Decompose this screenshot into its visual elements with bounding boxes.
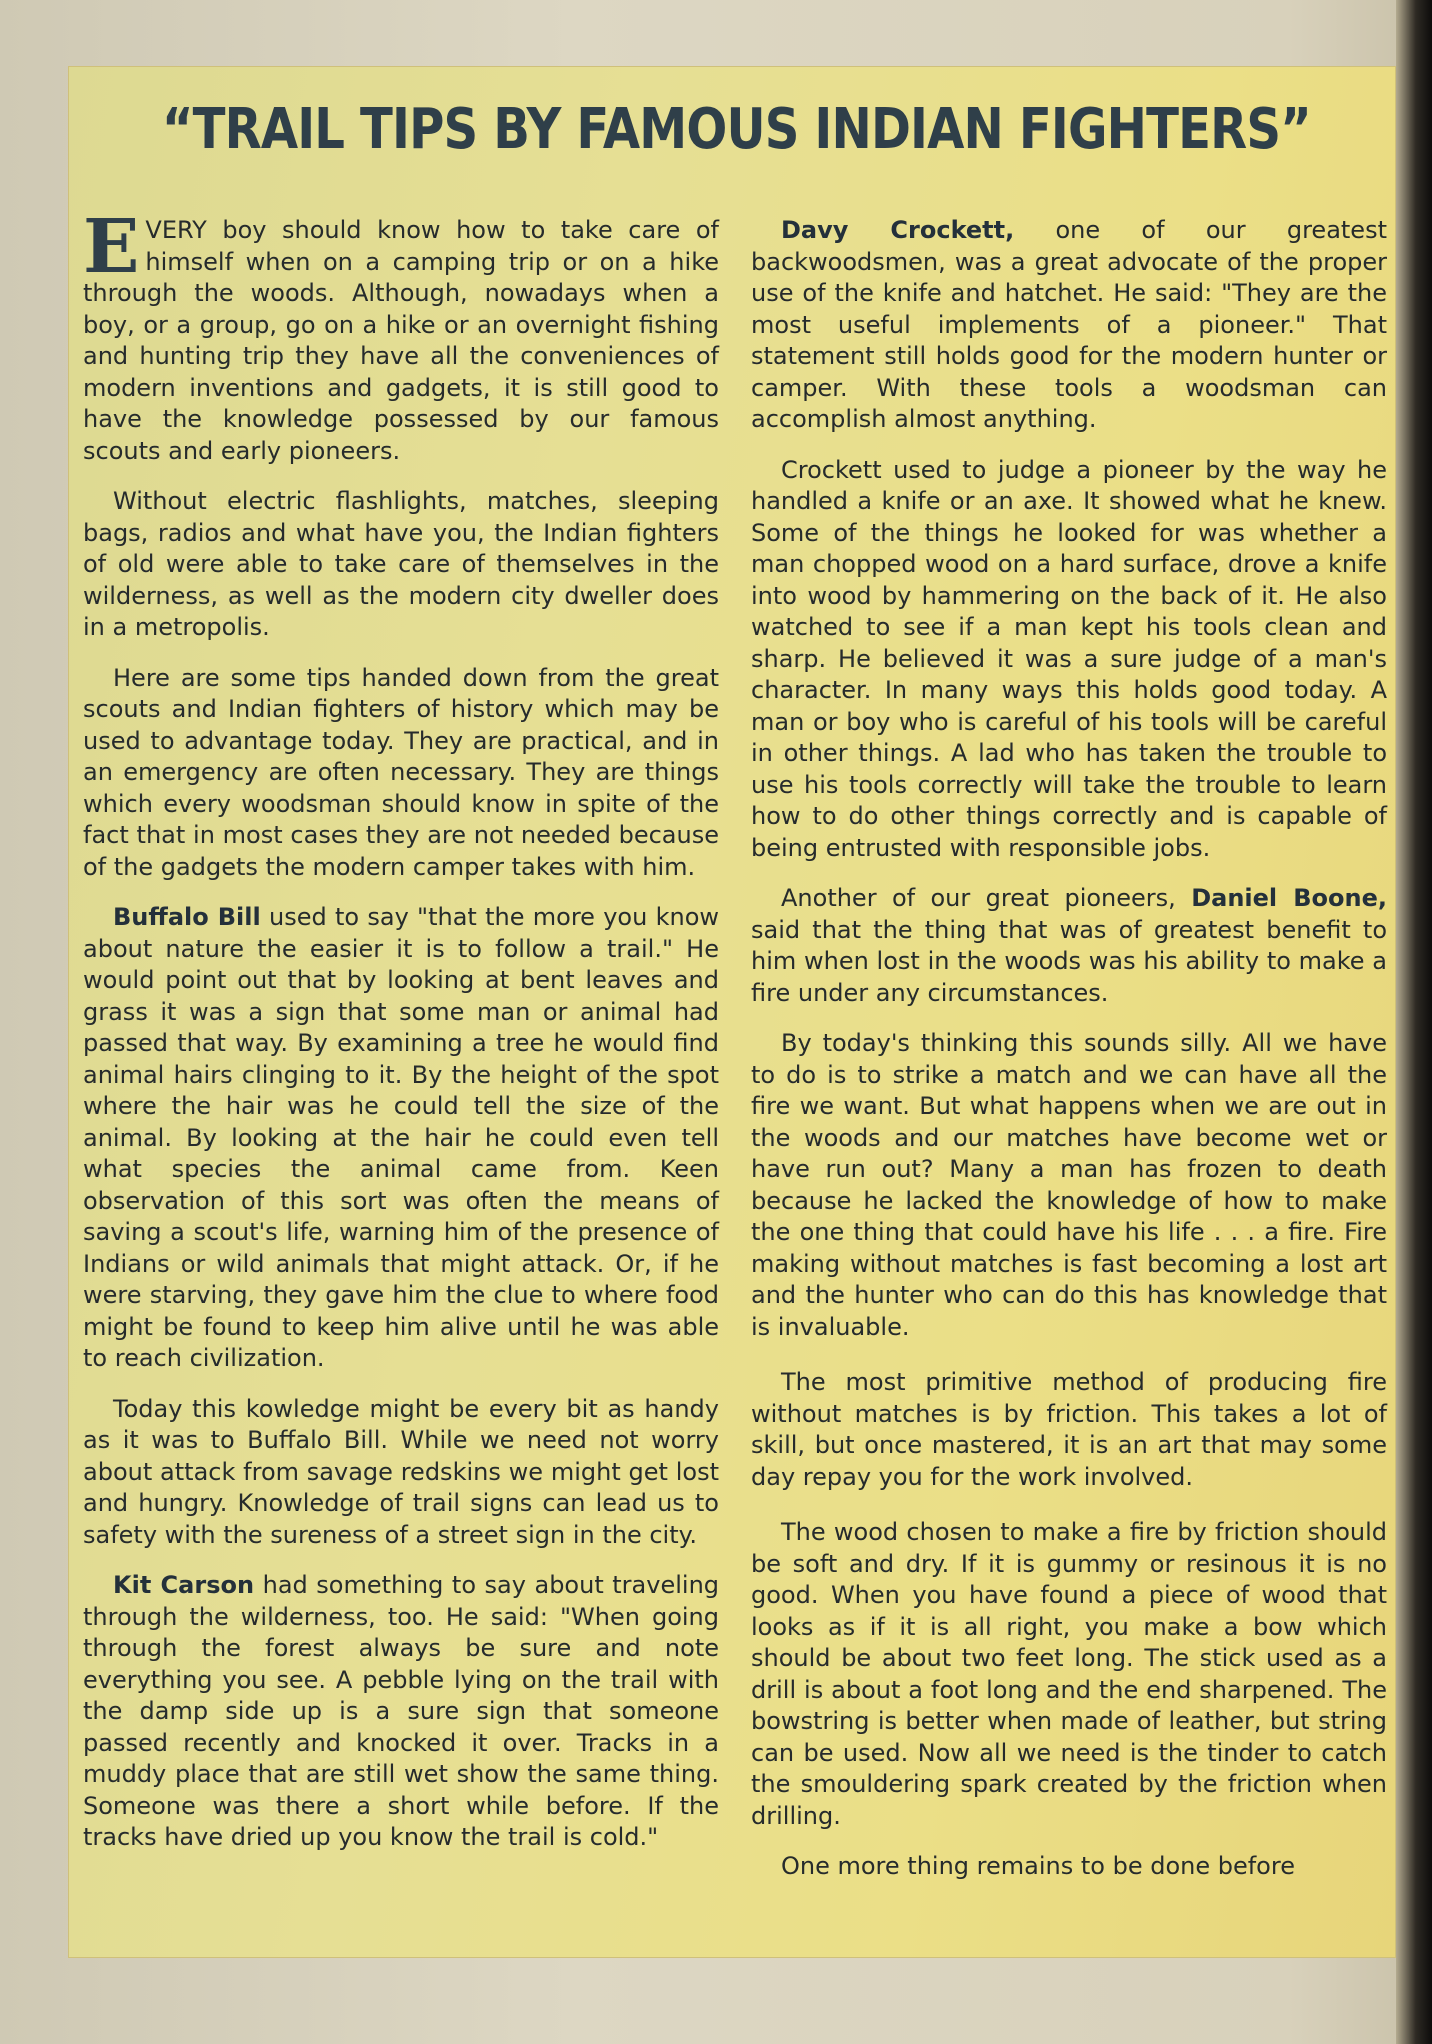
name-davy-crockett: Davy Crockett, xyxy=(781,216,1015,244)
drop-cap-letter: E xyxy=(83,204,140,290)
paragraph-today: Today this kowledge might be every bit as handy as it was to Buffalo Bill. While we need not worry about attack from savage redskins we might get lost and hungry. Knowledge of trail signs can lead us to safety with the sureness of a street sign in the city. xyxy=(83,1394,719,1549)
name-buffalo-bill: Buffalo Bill xyxy=(113,903,261,931)
right-column xyxy=(751,215,1387,1902)
paragraph-match: By today's thinking this sounds silly. All we have to do is to strike a match and we can have all the fire we want. But what happens when we are out in the woods and our matches have become wet or have run out? Many a man has frozen to death because he lacked the knowledge of how to make the one thing that could have his life . . . a fire. Fire making without matches is fast becoming a lost art and the hunter who can do this has knowledge that is invaluable. xyxy=(751,1029,1387,1341)
paragraph-friction: The most primitive method of producing fire without matches is by friction. This takes a lot of skill, but once mastered, it is an art that may some day repay you for the work involved. xyxy=(751,1368,1387,1491)
paragraph-flashlights: Without electric flashlights, matches, sleeping bags, radios and what have you, the Indian fighters of old were able to take care of themselves in the wilderness, as well as the modern city dweller does in a metropolis. xyxy=(83,487,719,641)
name-daniel-boone: Daniel Boone, xyxy=(1191,884,1388,912)
article-title: “TRAIL TIPS BY FAMOUS INDIAN FIGHTERS” xyxy=(161,97,1311,162)
paragraph-daniel-boone: Another of our great pioneers, Daniel Boone, said that the thing that was of greatest benefit to him when lost in the woods was his ability to make a fire under any circumstances. xyxy=(751,884,1388,1007)
paragraph-kit-carson: Kit Carson had something to say about traveling through the wilderness, too. He said: "When going through the forest always be sure and note everything you see. A pebble lying on the trail with the damp side up is a sure sign that someone passed recently and knocked it over. Tracks in a muddy place that are still wet show the same thing. Someone was there a short while before. If the tracks have dried up you know the trail is cold." xyxy=(83,1571,720,1851)
paragraph-davy-crockett: Davy Crockett, one of our greatest backwoodsmen, was a great advocate of the proper use of the knife and hatchet. He said: "They are the most useful implements of a pioneer." That statement still holds good for the modern hunter or camper. With these tools a woodsman can accomplish almost anything. xyxy=(751,216,1387,433)
intro-paragraph: EVERY boy should know how to take care of himself when on a camping trip or on a hike through the woods. Although, nowadays when a boy, or a group, go on a hike or an overnight fishing and hunting trip they have all the conveniences of modern inventions and gadgets, it is still good to have the knowledge possessed by our famous scouts and early pioneers. xyxy=(83,204,719,465)
paragraph-tips: Here are some tips handed down from the great scouts and Indian fighters of history which may be used to advantage today. They are practical, and in an emergency are often necessary. They are things which every woodsman should know in spite of the fact that in most cases they are not needed because of the gadgets the modern camper takes with him. xyxy=(83,663,719,881)
paragraph-crockett-judge: Crockett used to judge a pioneer by the way he handled a knife or an axe. It showed what he knew. Some of the things he looked for was whether a man chopped wood on a hard surface, drove a knife into wood by hammering on the back of it. He also watched to see if a man kept his tools clean and sharp. He believed it was a sure judge of a man's character. In many ways this holds good today. A man or boy who is careful of his tools will be careful in other things. A lad who has taken the trouble to use his tools correctly will take the trouble to learn how to do other things correctly and is capable of being entrusted with responsible jobs. xyxy=(751,455,1387,862)
paragraph-buffalo-bill: Buffalo Bill used to say "that the more you know about nature the easier it is to follow a trail." He would point out that by looking at bent leaves and grass it was a sign that some man or animal had passed that way. By examining a tree he would find animal hairs clinging to it. By the height of the spot where the hair was he could tell the size of the animal. By looking at the hair he could even tell what species the animal came from. Keen observation of this sort was often the means of saving a scout's life, warning him of the presence of Indians or wild animals that might attack. Or, if he were starving, they gave him the clue to where food might be found to keep him alive until he was able to reach civilization. xyxy=(83,903,720,1372)
article-panel xyxy=(68,66,1396,1958)
paragraph-wood: The wood chosen to make a fire by friction should be soft and dry. If it is gummy or resinous it is no good. When you have found a piece of wood that looks as if it is all right, you make a bow which should be about two feet long. The stick used as a drill is about a foot long and the end sharpened. The bowstring is better when made of leather, but string can be used. Now all we need is the tinder to catch the smouldering spark created by the friction when drilling. xyxy=(751,1518,1387,1830)
paragraph-continued: One more thing remains to be done before xyxy=(781,1852,1295,1880)
page-spine-edge xyxy=(1396,0,1432,2044)
left-column xyxy=(83,204,720,1873)
name-kit-carson: Kit Carson xyxy=(113,1571,255,1599)
